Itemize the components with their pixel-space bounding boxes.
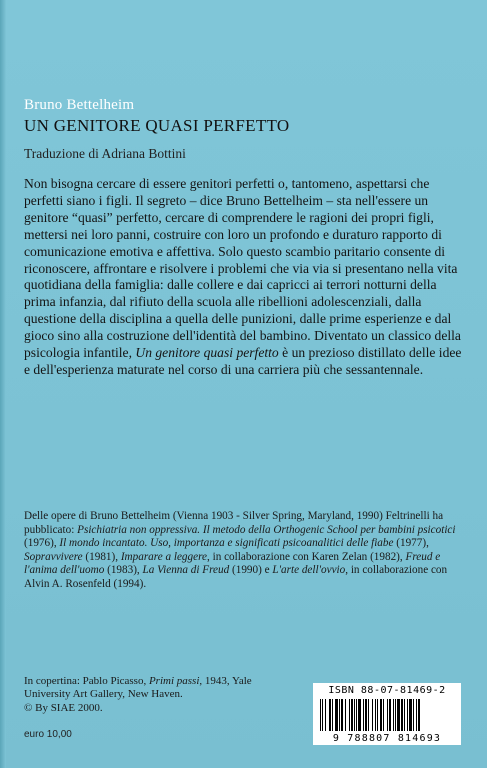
blurb-text-1: Non bisogna cercare di essere genitori perfetti o, tantomeno, aspettarsi che perfetti siano i figli. Il segreto – dice Bruno Bettelheim – sta nell'essere un genitore “quasi” perfetto, cercare di comprendere le ragioni dei propri figli, mettersi nei loro panni, costruire con loro un profondo e duraturo rapporto di comunicazione emotiva e affettiva. Solo questo scambio paritario consente di riconoscere, affrontare e risolvere i problemi che via via si presentano nella vita quotidiana della famiglia: dalle collere e dai capricci ai terrori notturni della prima infanzia, dal rifiuto della scuola alle ribellioni adolescenziali, dalla questione della disciplina a quella delle punizioni, dalle prime esperienze e dal gioco sino alla costruzione dell'identità del bambino. Diventato un classico della psicologia infantile, xyxy=(24,176,461,361)
blurb-text-2: è un prezioso distillato delle idee e dell'esperienza maturate nel corso di una carriera più che sessantennale. xyxy=(24,345,462,377)
bio-text: (1983), xyxy=(104,564,143,577)
blurb-paragraph xyxy=(24,176,469,379)
barcode-bars xyxy=(319,699,455,731)
isbn-number: ISBN 88-07-81469-2 xyxy=(328,685,446,696)
author-name: Bruno Bettelheim xyxy=(24,97,135,113)
ean-number: 9 788807 814693 xyxy=(332,733,442,744)
copyright-line: © By SIAE 2000. xyxy=(24,701,103,714)
bio-text: Delle opere di Bruno Bettelheim (Vienna 1903 - Silver Spring, Maryland, 1990) Feltrinelli ha pubblicato: xyxy=(24,510,444,536)
credit-text: In copertina: Pablo Picasso, xyxy=(24,675,149,687)
bio-work-title: Il mondo incantato. Uso, importanza e significati psicoanalitici delle fiabe xyxy=(59,537,394,550)
book-title: UN GENITORE QUASI PERFETTO xyxy=(24,116,290,135)
bio-work-title: L'arte dell'ovvio xyxy=(272,564,346,577)
bio-text: (1976), xyxy=(24,537,60,550)
bio-work-title: Psichiatria non oppressiva. Il metodo della Orthogenic School per bambini psicotici xyxy=(77,523,456,536)
bio-work-title: La Vienna di Freud xyxy=(142,564,230,577)
barcode-box xyxy=(313,683,461,745)
bio-work-title: Freud e l'anima dell'uomo xyxy=(24,550,441,577)
cover-edge-shadow xyxy=(0,0,6,768)
author-works-paragraph xyxy=(24,510,469,592)
bio-work-title: Sopravvivere xyxy=(24,550,83,563)
price-label: euro 10,00 xyxy=(24,729,72,740)
cover-credit xyxy=(24,675,274,715)
bio-text: , in collaborazione con Karen Zelan (1982), xyxy=(207,550,406,563)
bio-text: , in collaborazione con Alvin A. Rosenfeld (1994). xyxy=(24,564,448,590)
bio-text: (1981), xyxy=(82,550,121,563)
blurb-italic-title: Un genitore quasi perfetto xyxy=(135,345,279,361)
translator-credit: Traduzione di Adriana Bottini xyxy=(24,146,186,161)
bio-text: (1977), xyxy=(393,537,429,550)
bio-work-title: Imparare a leggere xyxy=(120,550,207,563)
artwork-title: Primi passi xyxy=(148,675,200,687)
bio-text: (1990) e xyxy=(229,564,273,577)
credit-text: , 1943, Yale University Art Gallery, New Haven. xyxy=(24,675,252,701)
